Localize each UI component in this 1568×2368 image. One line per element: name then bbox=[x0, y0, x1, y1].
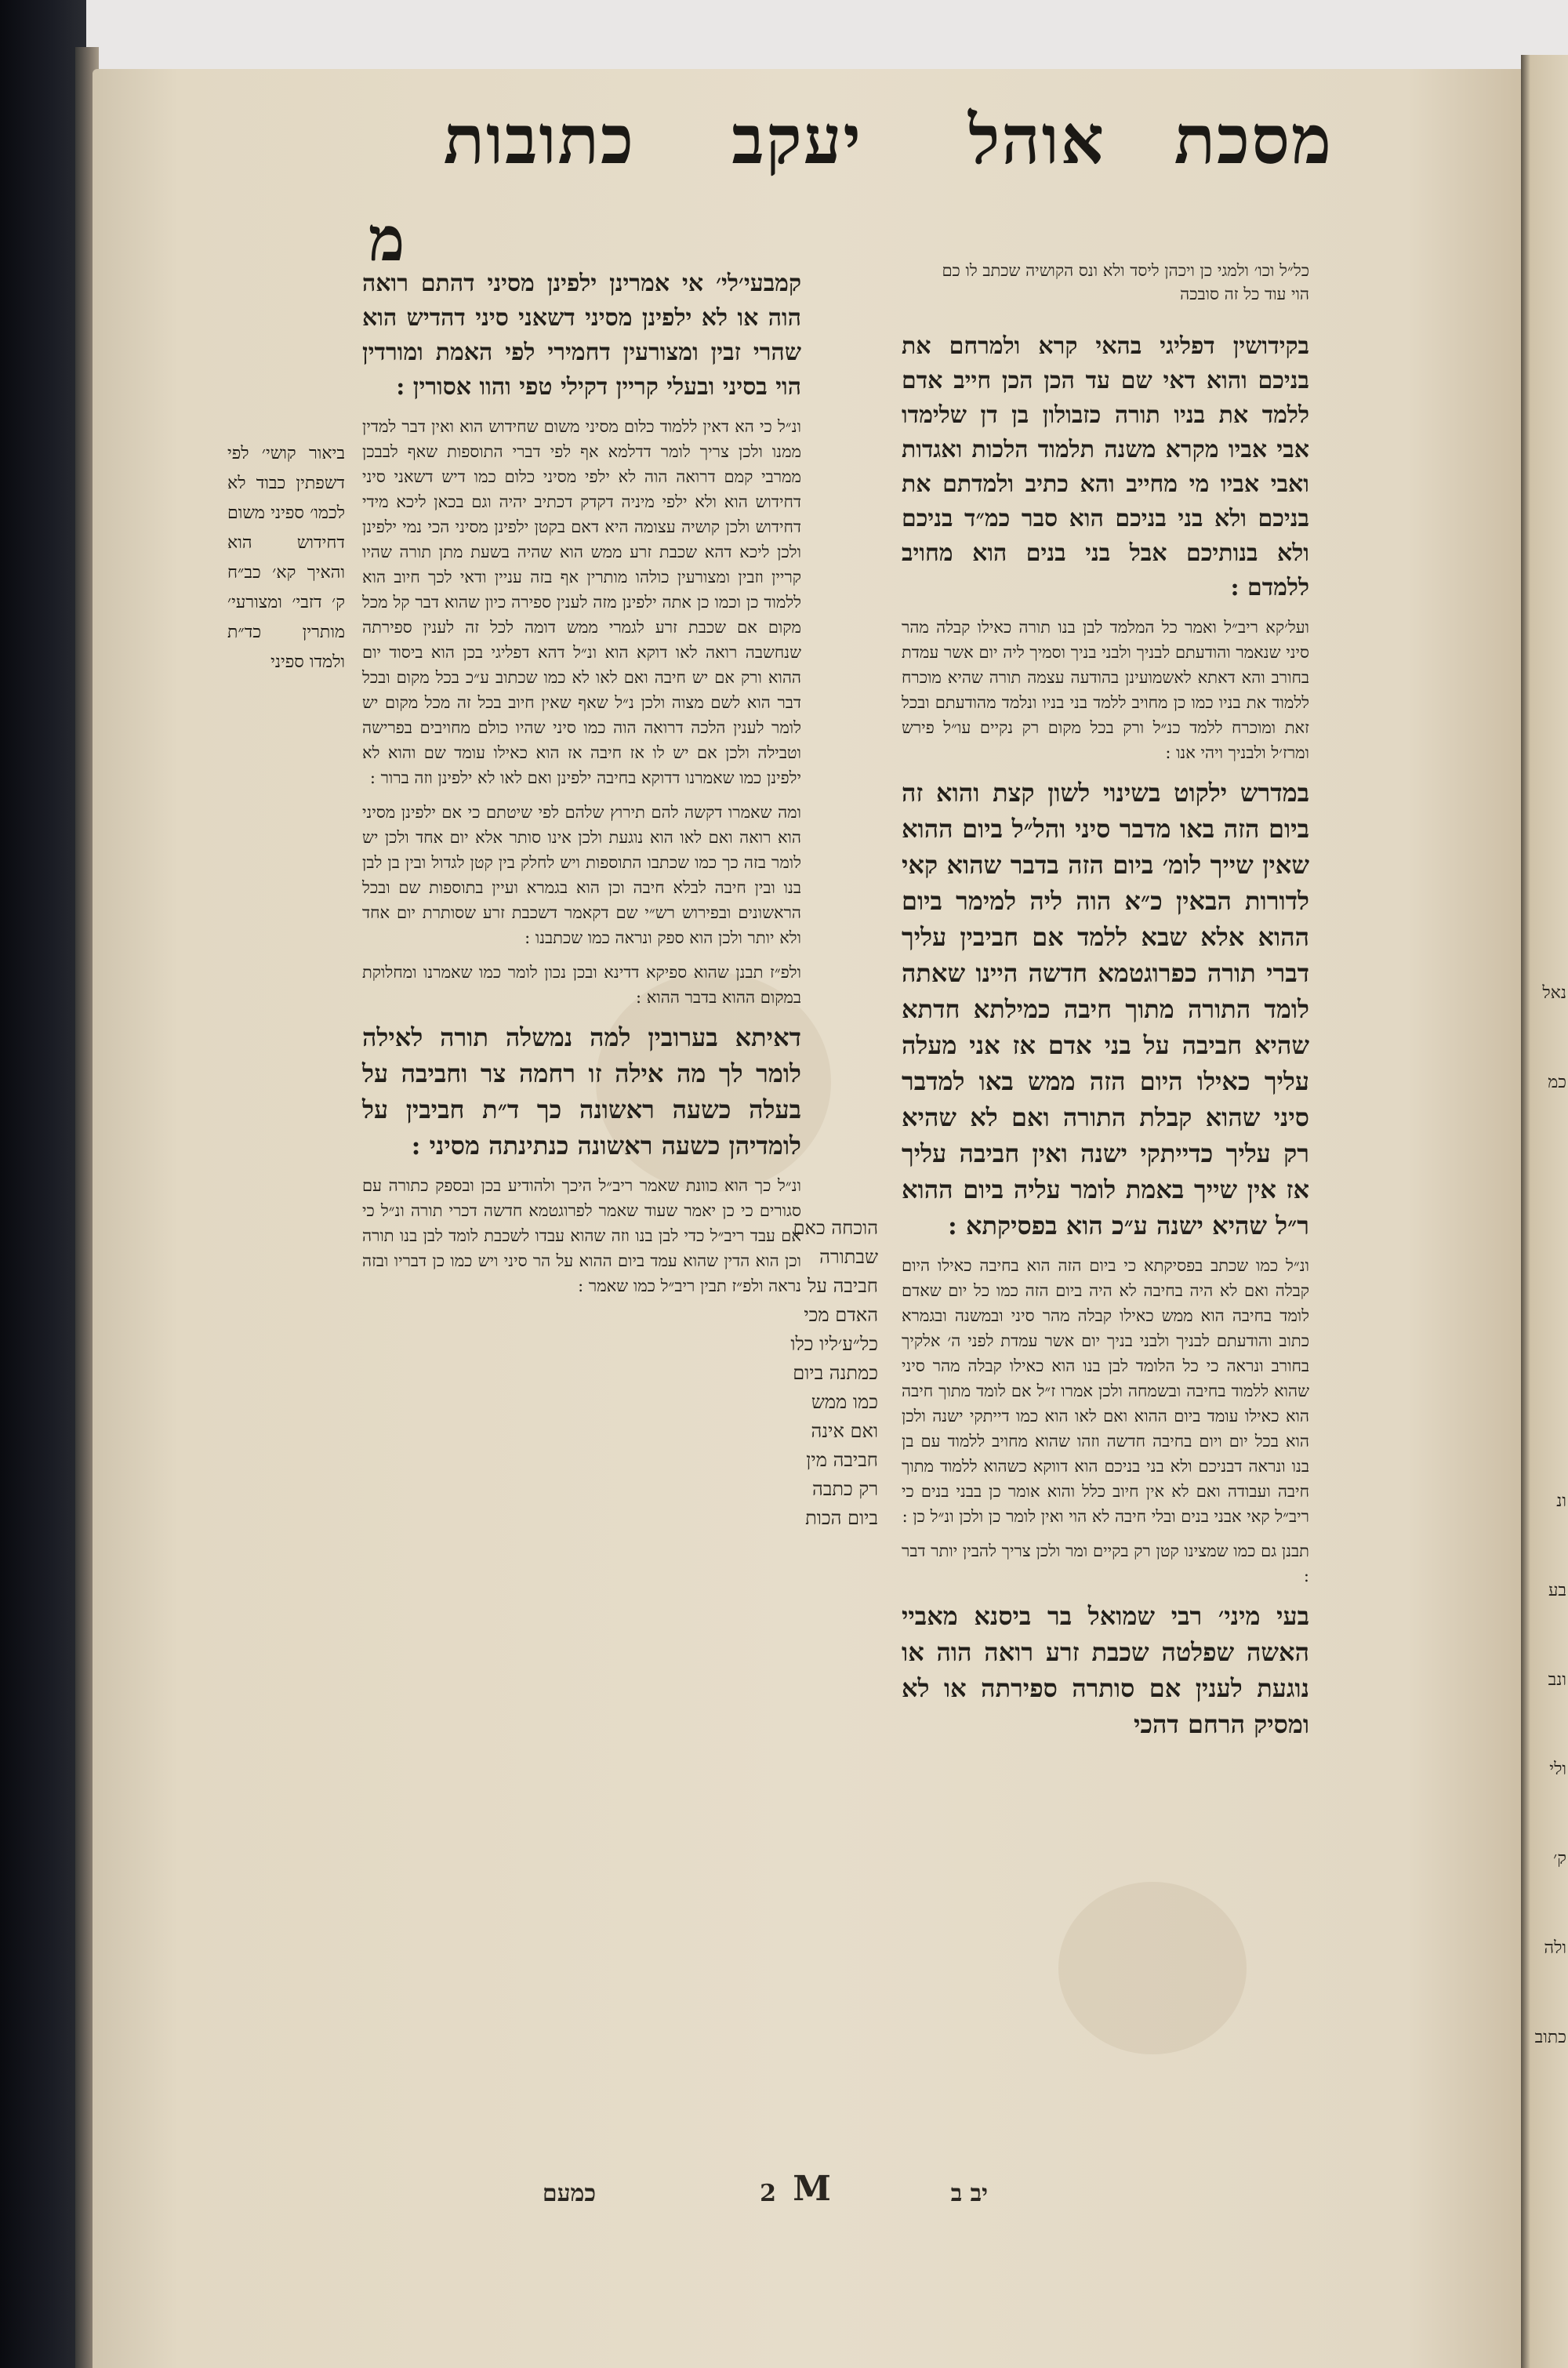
paragraph-gap bbox=[362, 790, 801, 800]
right_column-paragraph: ועל׳קא ריב״ל ואמר כל המלמד לבן בנו תורה כאילו קבלה מהר סיני שנאמר והודעתם לבניך ולבני בניך וסמיך ליה יום אשר עמדת בחורב והא דאתא לאשמועינן בהודעה עצמה תורה שהיא מוכרח ללמוד את בניו כמו כן מחויב ללמד בני בניו ונלמד מהודעתם ובכל זאת ומוכרח ללמד כנ״ל ורק בכל מקום רק נקיים עו״ל פירש ומרז׳ל ולבניך ויהי אנו : bbox=[902, 618, 1309, 762]
left_column-paragraph: ולפ״ז תבנן שהוא ספיקא דדינא ובכן נכון לומר כמו שאמרנו ומחלוקת במקום ההוא בדבר ההוא : bbox=[362, 963, 801, 1007]
margin-gloss-text: ביאור קושי׳ לפי דשפתין כבוד לא לכמו׳ ספיני משום דחידוש הוא והאיך קא׳ כב״ח ק׳ דזבי׳ ומצורעי׳ מותרין כד״ת ולמדו ספיני bbox=[227, 444, 345, 672]
left_column-paragraph: ונ״ל כי הא דאין ללמוד כלום מסיני משום שחידוש הוא ואין דבר למדין ממנו ולכן צריך לומר דדלמא אף לפי דברי התוספות שאף לבבכן ממרבי קמם דרואה הוה לא ילפי מסיני כלום כמו דיש דשאני סיני דחידוש הוא ולא ילפי מיניה דקדק דכתיב יהיה וגם בכאן ליכא מידי דחידוש ולכן קושיה עצומה היא דאם בקטן ילפינן מסיני הכי נמי ילפינן ולכן ליכא דהא שכבת זרע ממש הוא שהיה בשעת מתן תורה שהיו קריין וזבין ומצורעין כולהו מותרין אף בזה עניין ודאי לכך חיוב הוא ללמוד כן וכמו כן אתה ילפינן מזה לענין ספירה כיון שהוא דבר קל מכל מקום אם שכבת זרע לגמרי ממש דומה לכל זה לענין ספירתה שנחשבה רואה לאו דוקא הוא ונ״ל דהא דפליגי בכן הוא ביסוד יום ההוא ורק אם יש חיבה ואם לאו לא כמו שכתוב ע״כ בכל מקום ובכל דבר הוא לשם מצוה ולכן נ״ל שאף שאין חיוב בכל זה מכל מקום יש לומר לענין הלכה דרואה הוה כמו סיני שהיו כולם מחויבים בפרישה וטבילה ולכן אם יש לו אז חיבה אז הוא כאילו עומד שם והוא לא ילפינן כמו שאמרנו דדוקא בחיבה ילפינן ואם לאו לא ילפינן וזה ברור : bbox=[362, 417, 801, 787]
next-page-line: ק׳ bbox=[1553, 1849, 1566, 1869]
right_column-paragraph: ונ״ל כמו שכתב בפסיקתא כי ביום הזה הוא בחיבה כאילו היום קבלה ואם לא היה בחיבה לא היה ביום הזה כמו כל יום שאדם לומד בחיבה הוא ממש כאילו קבלה מהר סיני ובמשנה ובגמרא כתוב והודעתם לבניך ולבני בניך יום אשר עמדת לפני ה׳ אלקיך בחורב ונראה כי כל הלומד לבן בנו הוא כאילו קבלה מהר סיני שהוא ללמוד בחיבה ובשמחה ולכן אמרו ז״ל אם לומד מתוך חיבה הוא כאילו עומד ביום ההוא ואם לאו הוא כמו דייתקי ישנה ולכן הוא בכל יום ויום בחיבה חדשה וזהו שהוא מחויב ללמוד עם בן בנו ונראה דבניכם ולא בני בניכם הוא דווקא כשהוא ללמוד מתוך חיבה ועבודה ואם לא אין חיוב כלל והוא אומר כן בבני בנים כי ריב״ל קאי אבני בנים ובלי חיבה לא הוי ואין לומר כן ולכן ונ״ל כן : bbox=[902, 1256, 1309, 1526]
paragraph-gap bbox=[902, 1529, 1309, 1538]
next-page-line: ונב bbox=[1548, 1670, 1566, 1690]
next-page-line: ולה bbox=[1544, 1938, 1566, 1958]
right_column-paragraph: בקידושין דפליגי בהאי קרא ולמרחם את בניכם והוא דאי שם עד הכן הכן חייב אדם ללמד את בניו תורה כזבולון בן דן שלימדו אבי אביו מקרא משנה תלמוד הלכות ואגדות ואבי אביו מי מחייב והא כתיב ולמדתם את בניכם ולא בני בניכם הוא סבר כמ״ד בניכם ולא בנותיכם אבל בני בנים הוא מחויב ללמדם : bbox=[902, 332, 1309, 601]
right_column-paragraph: תבנן גם כמו שמצינו קטן רק בקיים ומר ולכן צריך להבין יותר דבר : bbox=[902, 1542, 1309, 1585]
paragraph-gap bbox=[362, 950, 801, 960]
next-page-line: כמ bbox=[1548, 1073, 1566, 1092]
next-page-line: ונ bbox=[1556, 1491, 1566, 1511]
signature-number: 2 bbox=[760, 2180, 776, 2207]
left_column-paragraph: קמבעי׳לי׳ אי אמרינן ילפינן מסיני דהתם רואה הוה או לא ילפינן מסיני דשאני סיני דהדיש הוא שהרי זבין ומצורעין דחמירי לפי האמת ומורדין הוי בסיני ובעלי קריין דקילי טפי והוו אסורין : bbox=[362, 270, 801, 401]
header-word-1: מסכת bbox=[1174, 100, 1333, 180]
paragraph-gap bbox=[902, 1742, 1309, 1752]
header-word-3: יעקב bbox=[731, 100, 862, 180]
folio-number: מ bbox=[368, 204, 405, 275]
right-column bbox=[902, 329, 1309, 1752]
left_column-paragraph: דאיתא בערובין למה נמשלה תורה לאילה לומר לך מה אילה זו רחמה צר וחביבה על בעלה כשעה ראשונה כך ד״ת חביבין על לומדיהן כשעה ראשונה כנתינתה מסיני : bbox=[362, 1022, 801, 1160]
paragraph-gap bbox=[902, 1244, 1309, 1253]
header-word-2: אוהל bbox=[968, 100, 1105, 180]
next-page-line: ולי bbox=[1549, 1760, 1566, 1779]
header-word-4: כתובות bbox=[443, 100, 635, 180]
next-page-text bbox=[1534, 980, 1566, 2114]
right_column-paragraph: בעי מיני׳ רבי שמואל בר ביסנא מאביי האשה שפלטה שכבת זרע רואה הוה או נוגעת לענין אם סותרה ספירתה או לא ומסיק הרחם דהכי bbox=[902, 1601, 1309, 1739]
catchword: כמעם bbox=[542, 2180, 596, 2207]
paragraph-gap bbox=[902, 1589, 1309, 1598]
right_column-paragraph: במדרש ילקוט בשינוי לשון קצת והוא זה ביום הזה באו מדבר סיני והל״ל ביום ההוא שאין שייך לומ׳ ביום הזה בדבר שהוא קאי לדורות הבאין כ״א הוה ליה למימר ביום ההוא אלא שבא ללמד אם חביבין עליך דברי תורה כפרוגטמא חדשה היינו שאתה לומד התורה מתוך חיבה כמילתא חדתא שהיא חביבה על בני אדם אז אני מעלה עליך כאילו היום הזה ממש באו למדבר סיני שהוא קבלת התורה ואם לא שהיא רק עליך כדייתקי ישנה ואין חביבה עליך אז אין שייך באמת לומר עליה ביום ההוא ר״ל שהיא ישנה ע״כ הוא בפסיקתא : bbox=[902, 778, 1309, 1240]
inner-margin-note: הוכחה כאם שבתורה חביבה על האדם מכי כל״ע׳ליו כלו כמתנה ביום כמו ממש ואם אינה חביבה מין רק כתבה ביום הכות bbox=[790, 1217, 878, 1529]
paragraph-gap bbox=[362, 405, 801, 414]
paragraph-gap bbox=[902, 765, 1309, 775]
paragraph-gap bbox=[362, 1010, 801, 1019]
paragraph-gap bbox=[902, 605, 1309, 615]
next-page-line: בע bbox=[1548, 1581, 1566, 1600]
signature-mark: M bbox=[793, 2169, 831, 2209]
top-note: כל״ל וכו׳ ולמגי כן ויכהן ליסד ולא ונס הקושיה שכתב לו כם הוי עוד כל זה סובכה bbox=[942, 261, 1309, 303]
book-binding bbox=[0, 0, 86, 2368]
margin-gloss bbox=[227, 439, 345, 677]
paragraph-gap bbox=[362, 1164, 801, 1173]
next-page-line: כתוב bbox=[1534, 2028, 1566, 2047]
page-footer bbox=[439, 2169, 988, 2227]
left_column-paragraph: ומה שאמרו דקשה להם תירוץ שלהם לפי שיטתם כי אם ילפינן מסיני הוא רואה ואם לאו הוא נוגעת ולכן אינו סותר אלא יום אחד ולכן יש לומר בזה כך כמו שכתבו התוספות ויש לחלק בין קטן לגדול ובין בן לבן בנו ובין חיבה לבלא חיבה וכן הוא בגמרא ועיין בתוספות שם ובכל הראשונים ובפירוש רש״י שם דקאמר דשכבת זרע שסותרת יום אחד ולא יותר ולכן הוא ספק ונראה כמו שכתבנו : bbox=[362, 803, 801, 947]
next-page-edge bbox=[1521, 55, 1568, 2368]
folio-hint: יב ב bbox=[950, 2180, 988, 2207]
page-header bbox=[298, 100, 1333, 194]
left_column-paragraph: ונ״ל כך הוא כוונת שאמר ריב״ל היכך ולהודיע בכן ובספק כתורה עם סגורים כי כן יאמר שעוד שאמר לפרוגטמא חדשה דכרי תורה ונ״ל כי אם עבד ריב״ל כדי לבן בנו וזה שהוא עבדו לשכבת לומד לבן בנו תורה וכן הוא הדין שהוא עמד ביום ההוא על הר סיני ויש כמו כן דבריו ובזה נראה ולפ״ז תבין ריב״ל כמו שאמר : bbox=[362, 1176, 801, 1295]
paragraph-gap bbox=[362, 1298, 801, 1308]
left-column bbox=[362, 267, 801, 1308]
next-page-line: נאל bbox=[1542, 983, 1566, 1003]
